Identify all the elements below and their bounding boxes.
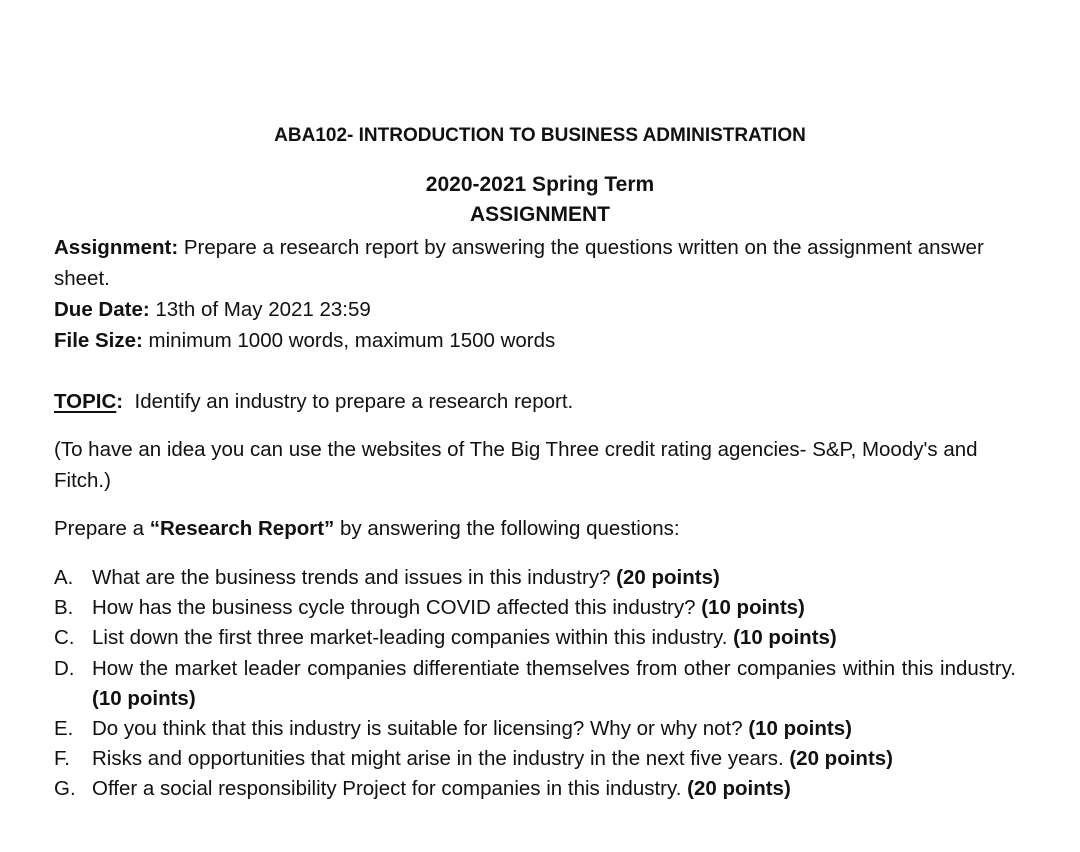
- question-points: (10 points): [701, 596, 805, 620]
- due-date-label: Due Date:: [54, 298, 150, 321]
- prepare-text-before: Prepare a: [54, 517, 150, 540]
- topic-line: [54, 386, 1019, 417]
- question-text: Do you think that this industry is suitable for licensing? Why or why not?: [92, 717, 749, 741]
- question-points: (10 points): [748, 717, 852, 741]
- file-size-value: minimum 1000 words, maximum 1500 words: [142, 329, 556, 352]
- question-points: (20 points): [789, 747, 894, 771]
- question-letter: D.: [54, 656, 75, 680]
- list-item: [54, 714, 1016, 744]
- topic-label: TOPIC: [54, 390, 117, 413]
- list-item: [54, 744, 1016, 774]
- assignment-heading: ASSIGNMENT: [469, 203, 610, 226]
- term-heading: 2020-2021 Spring Term: [425, 173, 655, 196]
- file-size-label: File Size:: [54, 329, 143, 352]
- list-item: [54, 774, 1016, 804]
- question-list: [54, 563, 1016, 805]
- assignment-paragraph: [54, 232, 1019, 294]
- question-points: (20 points): [616, 566, 720, 589]
- prepare-report-title: “Research Report”: [149, 517, 335, 540]
- list-item: [54, 563, 1016, 593]
- prepare-text-after: by answering the following questions:: [334, 517, 680, 540]
- list-item: [54, 623, 1016, 653]
- question-points: (20 points): [687, 777, 791, 801]
- question-letter: C.: [54, 626, 75, 650]
- list-item: [54, 654, 1016, 714]
- assignment-label: Assignment:: [54, 236, 179, 259]
- idea-note: (To have an idea you can use the websites of The Big Three credit rating agencies- S&P, Moody's and Fitch.): [54, 438, 978, 492]
- topic-colon: :: [116, 390, 124, 413]
- question-letter: G.: [54, 777, 76, 801]
- prepare-line: [54, 513, 1019, 544]
- question-letter: F.: [54, 747, 70, 771]
- question-text: How the market leader companies differentiate themselves from other companies within this industry.: [92, 656, 1016, 680]
- question-letter: A.: [54, 566, 74, 589]
- question-text: What are the business trends and issues in this industry?: [92, 566, 617, 589]
- list-item: [54, 593, 1016, 623]
- file-size-line: [54, 325, 1019, 356]
- question-points: (10 points): [733, 626, 837, 650]
- due-date-value: 13th of May 2021 23:59: [149, 298, 371, 321]
- course-title: ABA102- INTRODUCTION TO BUSINESS ADMINISTRATION: [274, 125, 806, 146]
- question-text: How has the business cycle through COVID affected this industry?: [92, 596, 702, 620]
- question-letter: E.: [54, 717, 74, 741]
- assignment-text: Prepare a research report by answering the questions written on the assignment answer sheet.: [54, 236, 984, 290]
- question-text: List down the first three market-leading companies within this industry.: [92, 626, 734, 650]
- due-date-line: [54, 294, 1019, 325]
- question-letter: B.: [54, 596, 74, 620]
- question-text: Offer a social responsibility Project for companies in this industry.: [92, 777, 688, 801]
- topic-text: Identify an industry to prepare a research report.: [123, 390, 574, 413]
- question-text: Risks and opportunities that might arise in the industry in the next five years.: [92, 747, 790, 771]
- question-points: (10 points): [92, 686, 196, 710]
